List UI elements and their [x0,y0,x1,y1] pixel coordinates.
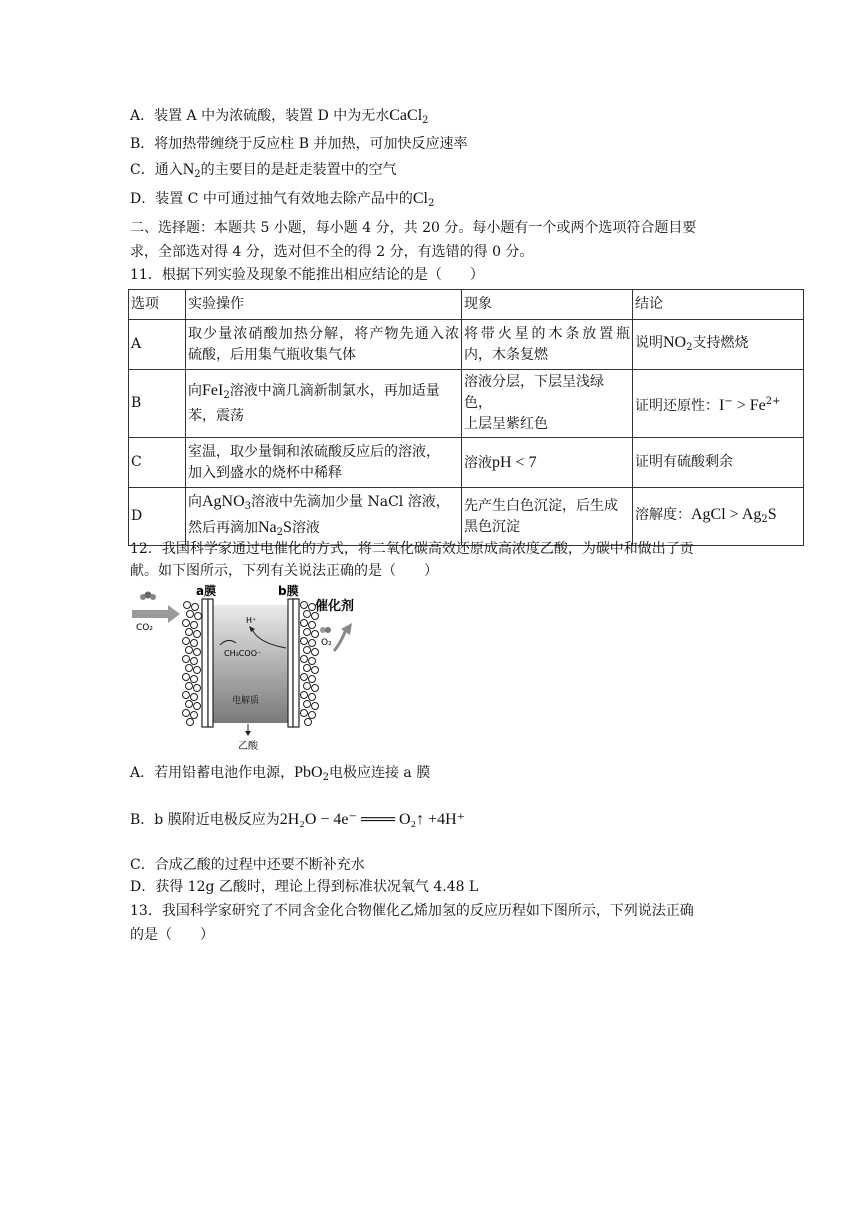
q10-a-text: A．装置 A 中为浓硫酸，装置 D 中为无水 [130,108,390,124]
row-d-op2-sub: 2 [276,526,284,538]
row-d-operation [186,488,462,546]
q10-option-b: B．将加热带缠绕于反应柱 B 并加热，可加快反应速率 [130,136,468,152]
row-d-conclusion [633,488,804,546]
electrolysis-figure [128,583,368,753]
header-conclusion: 结论 [633,290,804,320]
row-d-op2-post: 溶液 [291,519,320,536]
q12-b-equation: 2H₂O − 4e⁻ ═══ O₂↑ +4H⁺ [279,811,466,828]
row-b-phenomenon [462,370,633,438]
a-membrane-inner [208,599,213,727]
row-b-op-post: 溶液中滴几滴新制氯水，再加适量 [229,383,440,399]
hplus-label: H⁺ [246,616,257,625]
row-d-ph-line2: 黑色沉淀 [464,518,520,535]
row-b-op-sub: 2 [223,390,230,401]
table-row-d [129,488,804,546]
row-c-op-line1: 室温，取少量铜和浓硫酸反应后的溶液， [188,443,440,460]
row-d-op-post: 溶液中先滴加少量 NaCl 溶液， [251,493,450,510]
row-b-con-iodide: I [719,396,725,414]
o2-label: O₂ [321,638,332,648]
row-c-operation [186,438,462,488]
row-d-option: D [129,488,186,546]
row-b-con-sup1: − [724,395,733,407]
row-c-option: C [129,438,186,488]
a-membrane-outer [202,599,208,727]
q10-c-sub: 2 [194,169,201,180]
co2-bubbles-icon [140,592,156,601]
row-a-con-post: 支持燃烧 [692,334,749,351]
row-d-con-formula2: S [767,505,777,523]
row-b-ph-line1: 溶液分层，下层呈浅绿色， [464,374,604,411]
q10-c-text: C．通入 [130,162,183,178]
q10-option-c [130,160,397,185]
q12-a-text-post: 电极应连接 a 膜 [328,765,431,781]
row-c-ph-formula: pH < 7 [492,453,537,471]
row-a-op-line2: 硫酸，后用集气瓶收集气体 [188,346,356,363]
row-a-con-text: 说明 [635,334,663,351]
row-a-option: A [129,320,186,370]
row-a-conclusion [633,320,804,370]
o2-output-arrow-head [341,623,352,635]
q10-option-d [130,189,434,214]
row-d-con-formula: AgCl > Ag [691,505,762,523]
b-membrane-outer [293,599,299,727]
row-d-phenomenon [462,488,633,546]
row-c-conclusion: 证明有硫酸剩余 [633,438,804,488]
table-header-row [129,290,804,320]
header-option: 选项 [129,290,186,320]
q12-option-b [130,810,465,830]
acetic-acid-label: 乙酸 [238,741,258,752]
row-b-op-line1 [188,380,459,406]
q11-table [128,289,804,546]
row-b-conclusion [633,370,804,438]
electrolyte-label: 电解质 [232,696,260,706]
row-d-op-line1 [188,491,459,517]
q13-stem-line2: 的是（ ） [130,927,214,943]
row-c-op-line2: 加入到盛水的烧杯中稀释 [188,464,342,481]
row-a-con-sub: 2 [686,341,693,353]
table-row-b [129,370,804,438]
row-c-phenomenon [462,438,633,488]
row-a-ph-line1: 将带火星的木条放置瓶 [464,325,630,342]
acetate-label: CH₃COO⁻ [224,649,262,658]
row-c-ph-text: 溶液 [464,454,492,471]
q12-b-text: B．b 膜附近电极反应为 [130,812,280,828]
right-catalyst-bubbles [301,602,319,726]
o2-output-arrow-curve [334,629,346,651]
q10-a-formula: CaCl [389,107,423,124]
co2-label: CO₂ [136,623,153,633]
q10-d-sub: 2 [427,198,435,209]
row-b-operation [186,370,462,438]
q10-d-formula: Cl [412,190,428,207]
section2-line1: 二、选择题：本题共 5 小题，每小题 4 分，共 20 分。每小题有一个或两个选项符合题目要 [130,220,697,236]
row-b-con-iron: Fe [749,396,766,414]
row-b-op-formula: FeI [202,382,224,399]
row-a-op-line1: 取少量浓硝酸加热分解，将产物先通入浓 [188,325,459,342]
row-b-op-pre: 向 [188,383,202,399]
q12-option-c: C．合成乙酸的过程中还要不断补充水 [130,857,365,873]
q12-a-sub: 2 [322,772,329,783]
row-a-con-formula: NO [663,333,687,351]
header-phenomenon: 现象 [462,290,633,320]
header-operation: 实验操作 [186,290,462,320]
b-membrane-inner [288,599,293,727]
q12-option-d: D．获得 12g 乙酸时，理论上得到标准状况氧气 4.48 L [130,879,479,895]
row-b-ph-line2: 上层呈紫红色 [464,416,548,432]
row-d-op2-formula: Na [258,518,277,536]
q10-option-a [130,106,429,131]
q12-stem-line1: 12．我国科学家通过电催化的方式，将二氧化碳高效还原成高浓度乙酸，为碳中和做出了贡 [130,541,694,557]
q13-stem-line1: 13．我国科学家研究了不同含金化合物催化乙烯加氢的反应历程如下图所示，下列说法正确 [130,903,694,919]
row-d-op2-pre: 然后再滴加 [188,519,258,536]
electrolysis-diagram [128,583,368,753]
co2-input-arrow-icon [132,605,180,623]
row-b-option: B [129,370,186,438]
b-membrane-label: b膜 [278,584,299,598]
row-d-op-sub: 3 [244,500,252,512]
left-catalyst-bubbles [183,602,202,726]
row-b-con-text: 证明还原性： [635,397,719,414]
row-b-op-line2: 苯，震荡 [188,408,244,424]
row-d-op-pre: 向 [188,493,202,510]
row-a-operation [186,320,462,370]
o2-bubbles-icon [320,627,331,633]
table-row-a [129,320,804,370]
row-b-con-sup2: 2+ [765,395,781,407]
q12-stem-line2: 献。如下图所示，下列有关说法正确的是（ ） [130,563,438,579]
row-d-op-formula: AgNO [202,492,245,510]
q12-a-text: A．若用铅蓄电池作电源， [130,765,295,781]
row-d-con-text: 溶解度： [635,506,691,523]
q12-a-formula: PbO [294,764,323,781]
outlet-arrow-head [245,731,251,736]
a-membrane-label: a膜 [196,584,217,598]
q10-c-formula: N [182,161,195,178]
row-d-op2-formula2: S [283,518,292,536]
q10-d-text: D．装置 C 中可通过抽气有效地去除产品中的 [130,191,413,207]
q10-a-sub: 2 [422,115,429,126]
q11-stem: 11．根据下列实验及现象不能推出相应结论的是（ ） [130,267,484,283]
table-row-c [129,438,804,488]
row-d-con-sub: 2 [761,513,768,525]
row-b-con-gt: > [732,396,750,414]
row-d-ph-line1: 先产生白色沉淀，后生成 [464,497,618,514]
q12-option-a [130,763,430,788]
section2-line2: 求，全部选对得 4 分，选对但不全的得 2 分，有选错的得 0 分。 [130,244,534,260]
q10-c-text-post: 的主要目的是赶走装置中的空气 [200,162,397,178]
row-a-ph-line2: 内，木条复燃 [464,346,548,363]
catalyst-label: 催化剂 [315,599,355,614]
row-a-phenomenon [462,320,633,370]
